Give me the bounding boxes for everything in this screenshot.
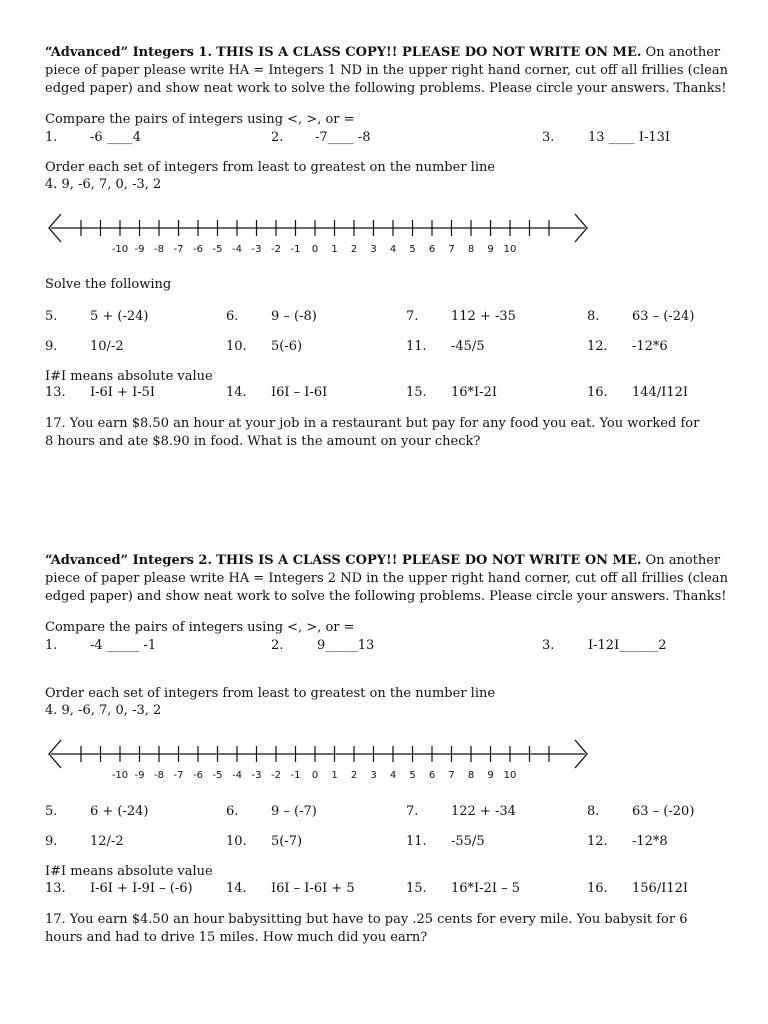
number-line-label: -6: [193, 244, 203, 255]
number-line-label: 2: [350, 244, 358, 255]
problem-number: 6.: [226, 804, 239, 819]
absolute-value-row: [45, 881, 735, 899]
problem-expression: I-12I______2: [588, 638, 667, 653]
problem-number: 7.: [406, 309, 419, 324]
problem-expression: -7____ -8: [315, 130, 371, 145]
number-line-label: 4: [389, 770, 397, 781]
problem-number: 12.: [587, 339, 608, 354]
number-line-label: 9: [487, 244, 494, 255]
problem-number: 3.: [542, 130, 555, 145]
problem-number: 3.: [542, 638, 555, 653]
order-heading: Order each set of integers from least to greatest on the number line: [45, 160, 496, 175]
number-line-label: 5: [409, 770, 416, 781]
number-line-label: 1: [331, 244, 338, 255]
number-line-label: -1: [290, 770, 301, 781]
solve-heading: Solve the following: [45, 277, 172, 292]
number-line-label: 8: [467, 770, 475, 781]
problem-expression: 9_____13: [317, 638, 375, 653]
worksheet-title: “Advanced” Integers 2.: [45, 553, 213, 568]
number-line-label: -5: [212, 770, 223, 781]
number-line-label: -7: [173, 770, 184, 781]
problem-number: 5.: [45, 309, 58, 324]
absolute-value-heading: I#I means absolute value: [45, 369, 213, 384]
compare-heading: Compare the pairs of integers using <, >, or =: [45, 112, 355, 127]
number-line-label: -10: [111, 770, 129, 781]
number-line-label: -8: [154, 244, 164, 255]
problem-expression: 16*I-2I: [451, 385, 497, 400]
problem-expression: -45/5: [451, 339, 485, 354]
problem-number: 13.: [45, 385, 66, 400]
worksheet-title: “Advanced” Integers 1.: [45, 45, 213, 60]
number-line-label: 0: [311, 244, 319, 255]
problem-number: 6.: [226, 309, 239, 324]
problem-expression: 156/I12I: [632, 881, 689, 896]
number-line-label: -9: [134, 770, 145, 781]
problem-number: 14.: [226, 881, 247, 896]
instructions: On another piece of paper please write HA = Integers 1 ND in the upper right hand corner, cut off all frillies (clean edged paper) and show neat work to solve the following problems. Please circle your answers. Thanks!: [45, 45, 728, 96]
problem-number: 1.: [45, 638, 58, 653]
problem-expression: -55/5: [451, 834, 485, 849]
number-line-label: 7: [448, 770, 455, 781]
problem-expression: I-6I + I-9I – (-6): [90, 881, 193, 896]
number-line-label: -4: [232, 244, 242, 255]
word-problem: 17. You earn $4.50 an hour babysitting but have to pay .25 cents for every mile. You babysit for 6 hours and had to drive 15 miles. How much did you earn?: [45, 912, 688, 945]
solve-row: [45, 339, 735, 357]
problem-number: 12.: [587, 834, 608, 849]
problem-expression: 63 – (-20): [632, 804, 695, 819]
word-problem: 17. You earn $8.50 an hour at your job in a restaurant but pay for any food you eat. You worked for 8 hours and ate $8.90 in food. What is the amount on your check?: [45, 416, 700, 449]
problem-number: 13.: [45, 881, 66, 896]
solve-row: [45, 804, 735, 822]
number-line-label: -5: [212, 244, 223, 255]
problem-number: 1.: [45, 130, 58, 145]
solve-row: [45, 309, 735, 327]
problem-expression: -12*8: [632, 834, 668, 849]
problem-expression: -12*6: [632, 339, 668, 354]
instructions: On another piece of paper please write HA = Integers 2 ND in the upper right hand corner, cut off all frillies (clean edged paper) and show neat work to solve the following problems. Please circle your answers. Thanks!: [45, 553, 728, 604]
problem-number: 9.: [45, 834, 58, 849]
order-heading: Order each set of integers from least to greatest on the number line: [45, 686, 496, 701]
class-copy-warning: THIS IS A CLASS COPY!! PLEASE DO NOT WRITE ON ME.: [216, 45, 642, 60]
number-line-label: -3: [251, 770, 262, 781]
problem-expression: 144/I12I: [632, 385, 689, 400]
problem-number: 8.: [587, 804, 600, 819]
problem-expression: 9 – (-8): [271, 309, 317, 324]
absolute-value-row: [45, 385, 735, 403]
number-line-label: 6: [428, 770, 436, 781]
problem-expression: -4 _____ -1: [90, 638, 157, 653]
number-line-label: 10: [503, 770, 517, 781]
absolute-value-heading: I#I means absolute value: [45, 864, 213, 879]
number-line-label: 9: [487, 770, 494, 781]
number-line-label: 7: [448, 244, 455, 255]
number-line-label: -4: [232, 770, 242, 781]
problem-number: 7.: [406, 804, 419, 819]
class-copy-warning: THIS IS A CLASS COPY!! PLEASE DO NOT WRITE ON ME.: [216, 553, 642, 568]
problem-expression: 12/-2: [90, 834, 124, 849]
number-line-label: 3: [370, 244, 377, 255]
number-line-label: 6: [428, 244, 436, 255]
problem-number: 16.: [587, 881, 608, 896]
number-line-label: -6: [193, 770, 203, 781]
problem-number: 15.: [406, 385, 427, 400]
problem-expression: I-6I + I-5I: [90, 385, 156, 400]
number-line-label: 5: [409, 244, 416, 255]
number-line-label: -7: [173, 244, 184, 255]
problem-number: 15.: [406, 881, 427, 896]
problem-number: 11.: [406, 834, 427, 849]
problem-number: 8.: [587, 309, 600, 324]
number-line: [45, 206, 605, 268]
problem-expression: 9 – (-7): [271, 804, 317, 819]
solve-row: [45, 834, 735, 852]
problem-number: 10.: [226, 339, 247, 354]
problem-expression: 10/-2: [90, 339, 124, 354]
problem-expression: -6 ____4: [90, 130, 142, 145]
problem-number: 2.: [271, 638, 284, 653]
order-problem: 4. 9, -6, 7, 0, -3, 2: [45, 703, 162, 718]
number-line-label: 3: [370, 770, 377, 781]
worksheet-header: [45, 44, 735, 98]
problem-expression: 5(-6): [271, 339, 303, 354]
number-line-label: 1: [331, 770, 338, 781]
number-line-label: -1: [290, 244, 301, 255]
number-line-label: -2: [271, 244, 281, 255]
problem-number: 11.: [406, 339, 427, 354]
number-line-svg: [45, 732, 605, 794]
number-line-label: -8: [154, 770, 164, 781]
number-line-label: -9: [134, 244, 145, 255]
number-line-label: 0: [311, 770, 319, 781]
compare-row: [45, 130, 735, 148]
problem-number: 10.: [226, 834, 247, 849]
problem-expression: 5(-7): [271, 834, 303, 849]
number-line-label: 8: [467, 244, 475, 255]
problem-expression: I6I – I-6I: [271, 385, 328, 400]
compare-row: [45, 638, 735, 656]
problem-expression: 16*I-2I – 5: [451, 881, 521, 896]
number-line-label: 4: [389, 244, 397, 255]
problem-number: 14.: [226, 385, 247, 400]
number-line-label: 2: [350, 770, 358, 781]
worksheet-header: [45, 552, 735, 606]
number-line-label: 10: [503, 244, 517, 255]
problem-number: 16.: [587, 385, 608, 400]
number-line: [45, 732, 605, 794]
problem-expression: I6I – I-6I + 5: [271, 881, 355, 896]
problem-expression: 13 ____ I-13I: [588, 130, 671, 145]
problem-number: 5.: [45, 804, 58, 819]
number-line-label: -3: [251, 244, 262, 255]
number-line-label: -2: [271, 770, 281, 781]
compare-heading: Compare the pairs of integers using <, >, or =: [45, 620, 355, 635]
problem-expression: 5 + (-24): [90, 309, 149, 324]
number-line-svg: [45, 206, 605, 268]
problem-number: 2.: [271, 130, 284, 145]
number-line-label: -10: [111, 244, 129, 255]
problem-expression: 122 + -34: [451, 804, 516, 819]
problem-expression: 63 – (-24): [632, 309, 695, 324]
problem-expression: 112 + -35: [451, 309, 516, 324]
problem-number: 9.: [45, 339, 58, 354]
problem-expression: 6 + (-24): [90, 804, 149, 819]
order-problem: 4. 9, -6, 7, 0, -3, 2: [45, 177, 162, 192]
